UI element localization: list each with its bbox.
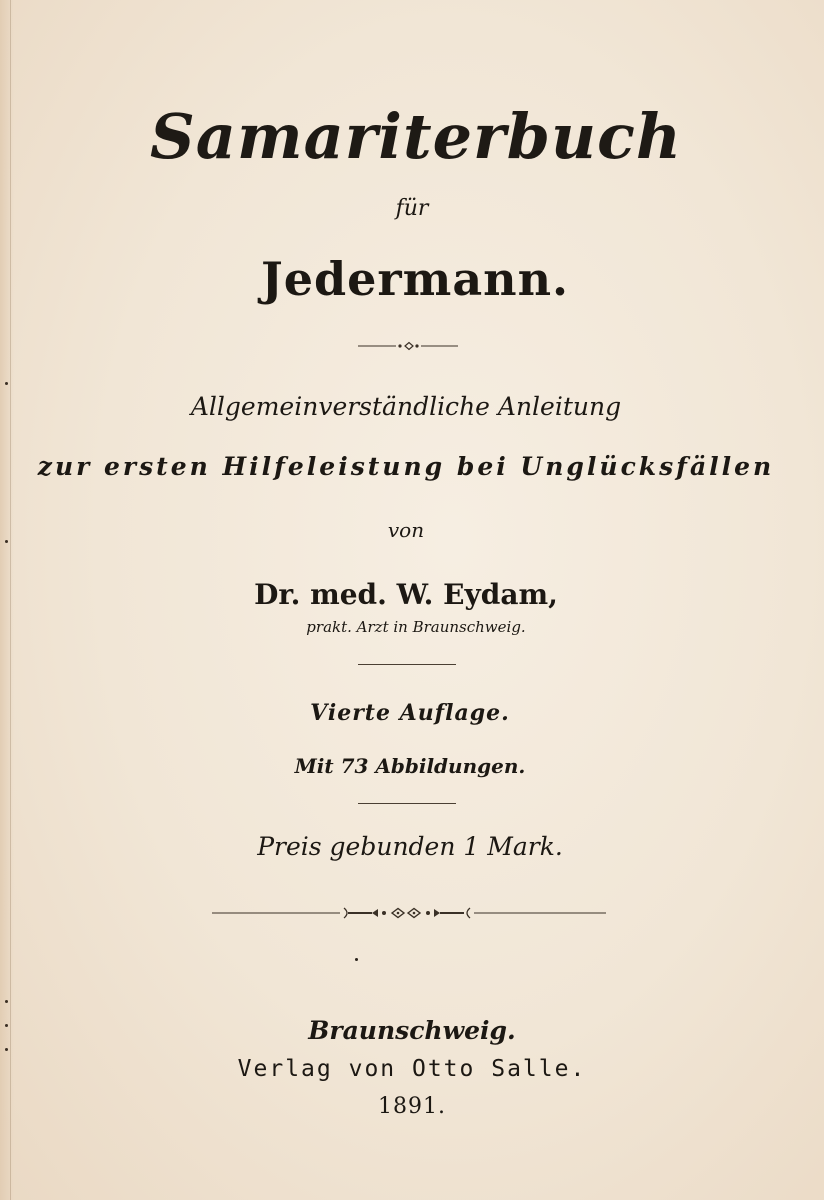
audience-title: Jedermann. [260, 252, 570, 306]
large-ornament [212, 904, 606, 922]
author-name: Dr. med. W. Eydam, [254, 578, 558, 611]
binding-mark [5, 382, 8, 385]
edition: Vierte Auflage. [310, 700, 510, 726]
divider-rule [358, 664, 456, 665]
ink-speck [355, 958, 358, 961]
illustrations-note: Mit 73 Abbildungen. [294, 754, 526, 778]
small-ornament [358, 340, 458, 352]
divider-rule [358, 803, 456, 804]
publication-year: 1891. [378, 1094, 446, 1119]
binding-mark [5, 1000, 8, 1003]
publication-city: Braunschweig. [308, 1016, 516, 1045]
publisher: Verlag von Otto Salle. [237, 1056, 587, 1082]
subtitle-line-1: Allgemeinverständliche Anleitung [190, 392, 622, 421]
for-word: für [395, 196, 429, 221]
subtitle-line-2: zur ersten Hilfeleistung bei Unglücksfällen [37, 452, 775, 481]
price: Preis gebunden 1 Mark. [257, 832, 563, 861]
binding-mark [5, 1048, 8, 1051]
author-description: prakt. Arzt in Braunschweig. [306, 618, 526, 636]
by-word: von [387, 518, 425, 542]
book-title: Samariterbuch [150, 100, 682, 173]
